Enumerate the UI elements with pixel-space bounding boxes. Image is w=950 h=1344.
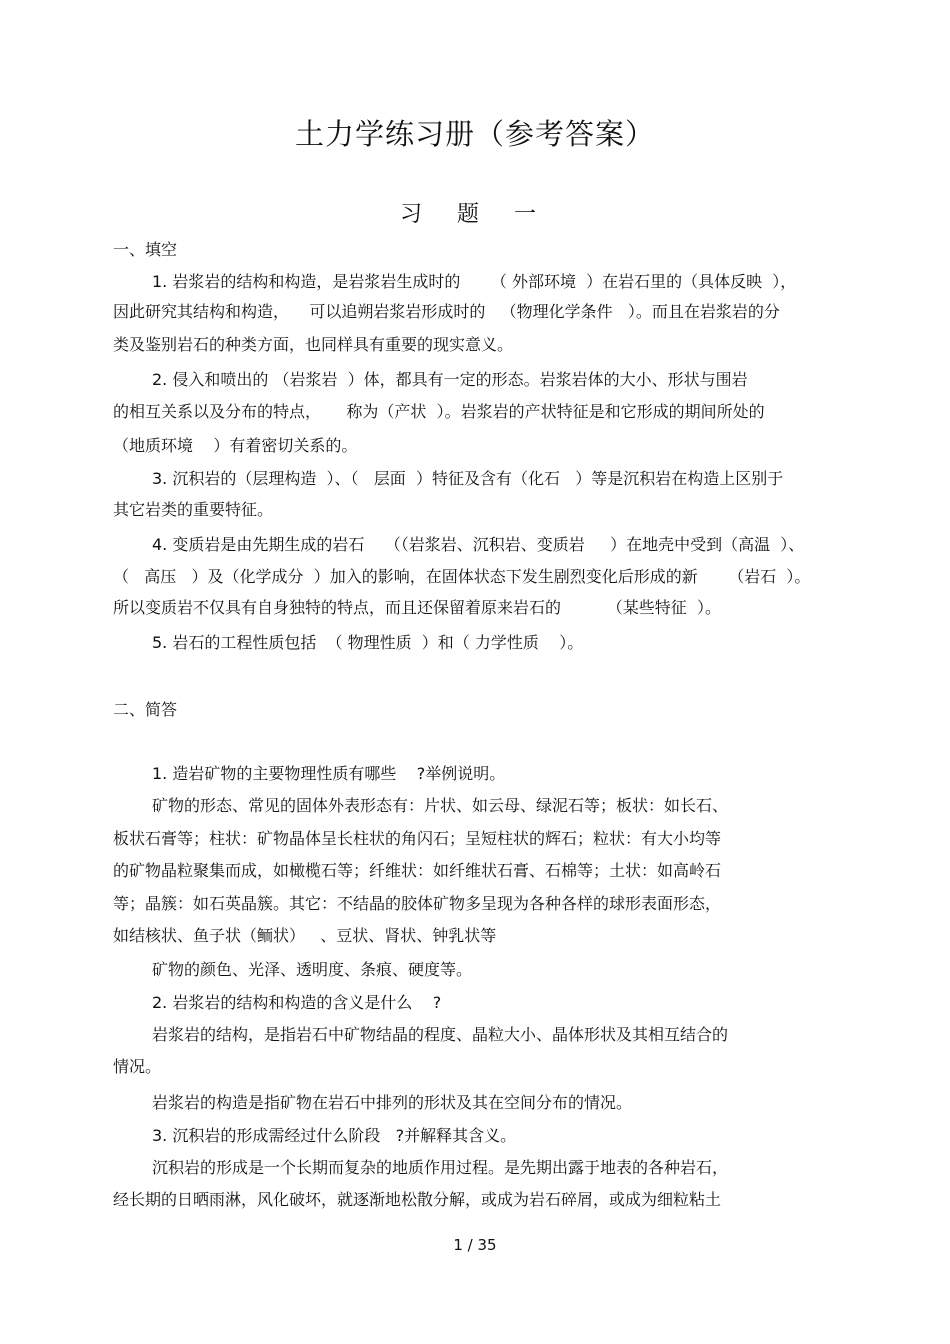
- exercise-heading: 习 题 一: [400, 202, 550, 227]
- text-line: 情况。: [113, 1057, 162, 1076]
- text-line: 1. 造岩矿物的主要物理性质有哪些 ?举例说明。: [152, 764, 506, 783]
- text-line: 4. 变质岩是由先期生成的岩石 （（岩浆岩、沉积岩、变质岩 ）在地壳中受到（高温 ）、: [152, 535, 805, 554]
- text-line: 如结核状、鱼子状（鲕状） 、豆状、肾状、钟乳状等: [113, 926, 497, 945]
- text-line: （地质环境 ）有着密切关系的。: [113, 436, 358, 455]
- text-line: 等；晶簇：如石英晶簇。其它：不结晶的胶体矿物多呈现为各种各样的球形表面形态，: [113, 894, 722, 913]
- text-line: 类及鉴别岩石的种类方面，也同样具有重要的现实意义。: [113, 335, 514, 354]
- text-line: 矿物的形态、常见的固体外表形态有：片状、如云母、绿泥石等；板状：如长石、: [152, 796, 729, 815]
- text-line: 2. 侵入和喷出的 （岩浆岩 ）体，都具有一定的形态。岩浆岩体的大小、形状与围岩: [152, 370, 748, 389]
- text-line: 3. 沉积岩的（层理构造 ）、（ 层面 ）特征及含有（化石 ）等是沉积岩在构造上区别于: [152, 469, 784, 488]
- text-line: 的相互关系以及分布的特点， 称为（产状 ）。岩浆岩的产状特征是和它形成的期间所处的: [113, 402, 765, 421]
- text-line: 1. 岩浆岩的结构和构造，是岩浆岩生成时的 （ 外部环境 ）在岩石里的（具体反映 ），: [152, 272, 797, 291]
- page-title: 土力学练习册（参考答案）: [294, 117, 655, 151]
- text-line: 其它岩类的重要特征。: [113, 500, 274, 519]
- text-line: 板状石膏等；柱状：矿物晶体呈长柱状的角闪石；呈短柱状的辉石；粒状：有大小均等: [113, 829, 722, 848]
- page-indicator: 1 / 35: [453, 1236, 497, 1254]
- section-heading-fill: 一、填空: [113, 240, 178, 259]
- section-heading-answer: 二、简答: [113, 700, 178, 719]
- text-line: 所以变质岩不仅具有自身独特的特点，而且还保留着原来岩石的 （某些特征 ）。: [113, 598, 721, 617]
- text-line: （ 高压 ）及（化学成分 ）加入的影响，在固体状态下发生剧烈变化后形成的新 （岩石 ）。: [113, 567, 811, 586]
- text-line: 沉积岩的形成是一个长期而复杂的地质作用过程。是先期出露于地表的各种岩石，: [152, 1158, 729, 1177]
- text-line: 因此研究其结构和构造， 可以追朔岩浆岩形成时的 （物理化学条件 ）。而且在岩浆岩的分: [113, 302, 780, 321]
- text-line: 岩浆岩的构造是指矿物在岩石中排列的形状及其在空间分布的情况。: [152, 1093, 633, 1112]
- text-line: 的矿物晶粒聚集而成，如橄榄石等；纤维状：如纤维状石膏、石棉等；土状：如高岭石: [113, 861, 722, 880]
- text-line: 矿物的颜色、光泽、透明度、条痕、硬度等。: [152, 960, 473, 979]
- text-line: 5. 岩石的工程性质包括 （ 物理性质 ）和（ 力学性质 ）。: [152, 633, 584, 652]
- text-line: 3. 沉积岩的形成需经过什么阶段 ?并解释其含义。: [152, 1126, 517, 1145]
- text-line: 岩浆岩的结构，是指岩石中矿物结晶的程度、晶粒大小、晶体形状及其相互结合的: [152, 1025, 729, 1044]
- text-line: 2. 岩浆岩的结构和构造的含义是什么 ?: [152, 993, 442, 1012]
- text-line: 经长期的日晒雨淋，风化破坏，就逐渐地松散分解，或成为岩石碎屑，或成为细粒粘土: [113, 1190, 722, 1209]
